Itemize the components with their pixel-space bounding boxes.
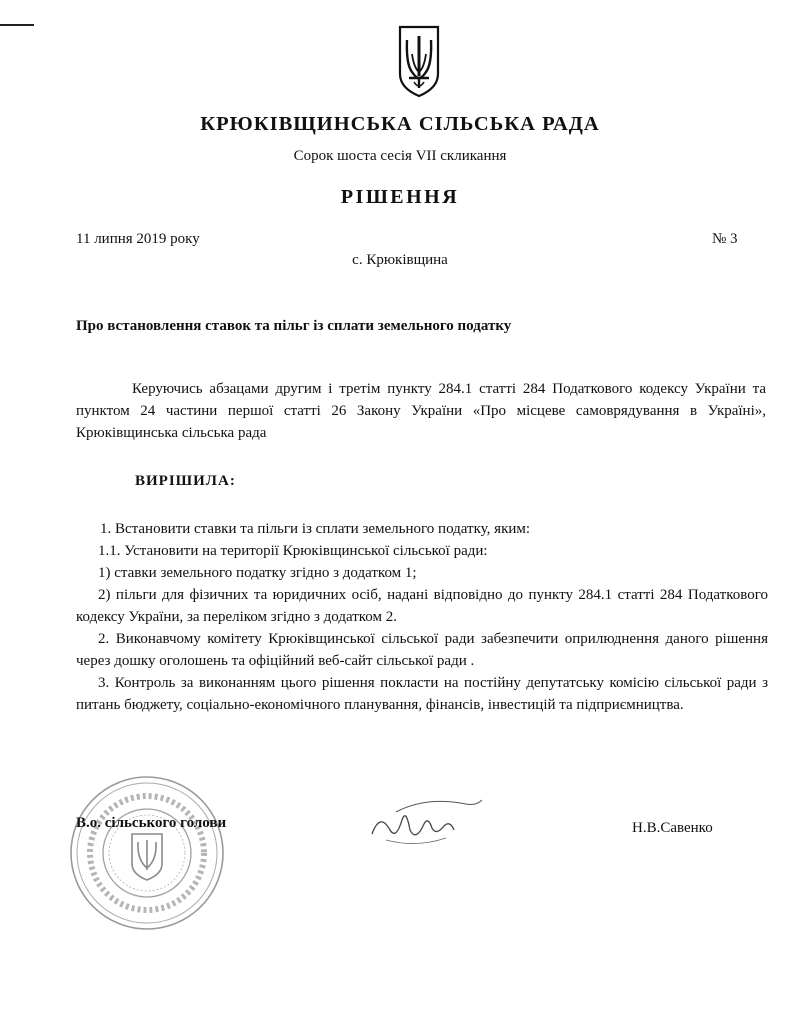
- item-1-1: 1.1. Установити на території Крюківщинської сільської ради:: [98, 543, 488, 559]
- decision-date: 11 липня 2019 року: [76, 231, 200, 247]
- document-type: РІШЕННЯ: [340, 186, 460, 208]
- decision-number: № 3: [712, 231, 738, 247]
- handwritten-signature: [366, 790, 486, 850]
- item-1: 1. Встановити ставки та пільги із сплати земельного податку, яким:: [100, 521, 531, 537]
- item-1-1-benefits: 2) пільги для фізичних та юридичних осіб, надані відповідно до пункту 284.1 статті 284 Податкового кодексу України, за переліком згідно з додатком 2.: [76, 587, 768, 625]
- signatory-title: В.о. сільського голови: [76, 815, 227, 831]
- scan-edge-mark: [0, 24, 34, 26]
- decision-items: [76, 518, 768, 716]
- trident-emblem-icon: [396, 24, 442, 98]
- council-name: КРЮКІВЩИНСЬКА СІЛЬСЬКА РАДА: [200, 113, 600, 135]
- round-seal-stamp: [66, 772, 228, 934]
- resolved-heading: ВИРІШИЛА:: [135, 473, 236, 489]
- preamble-paragraph: Керуючись абзацами другим і третім пункту 284.1 статті 284 Податкового кодексу України та пунктом 24 частини першої статті 26 Закону України «Про місцеве самоврядування в Україні», Крюківщинська сільська рада: [76, 381, 766, 441]
- signatory-name: Н.В.Савенко: [632, 820, 713, 836]
- item-2: 2. Виконавчому комітету Крюківщинської сільської ради забезпечити оприлюднення даного рішення через дошку оголошень та офіційний веб-сайт сільської ради .: [76, 631, 768, 669]
- decision-subject: Про встановлення ставок та пільг із сплати земельного податку: [76, 318, 512, 334]
- item-3: 3. Контроль за виконанням цього рішення покласти на постійну депутатську комісію сільської ради з питань бюджету, соціально-економічного планування, фінансів, інвестицій та підприємництва.: [76, 675, 768, 713]
- item-1-1-rates: 1) ставки земельного податку згідно з додатком 1;: [98, 565, 417, 581]
- session-line: Сорок шоста сесія VII скликання: [293, 148, 507, 164]
- decision-place: с. Крюківщина: [352, 252, 448, 268]
